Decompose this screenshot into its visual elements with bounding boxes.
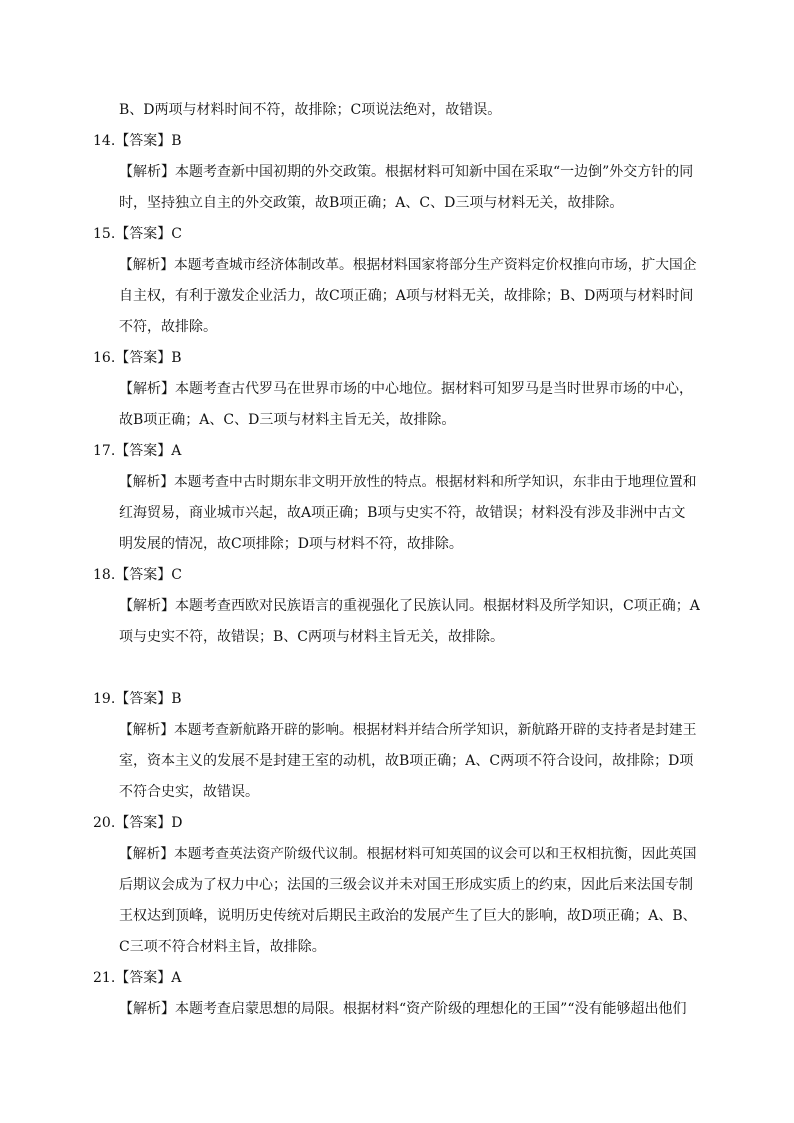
answer-heading-15: 15.【答案】C	[93, 226, 182, 242]
explanation-line: 【解析】本题考查城市经济体制改革。根据材料国家将部分生产资料定价权推向市场，扩大国企	[119, 257, 697, 273]
explanation-line: 王权达到顶峰，说明历史传统对后期民主政治的发展产生了巨大的影响，故D项正确；A、B、	[119, 908, 697, 924]
answer-heading-18: 18.【答案】C	[93, 567, 182, 583]
explanation-line: 不符合史实，故错误。	[119, 784, 259, 800]
explanation-line: 【解析】本题考查新航路开辟的影响。根据材料并结合所学知识，新航路开辟的支持者是封建王	[119, 722, 697, 738]
answer-heading-17: 17.【答案】A	[93, 443, 182, 459]
explanation-line: 室，资本主义的发展不是封建王室的动机，故B项正确；A、C两项不符合设问，故排除；D项	[119, 753, 694, 769]
explanation-line: 不符，故排除。	[119, 319, 217, 335]
answer-heading-16: 16.【答案】B	[93, 350, 182, 366]
explanation-line: 故B项正确；A、C、D三项与材料主旨无关，故排除。	[119, 412, 456, 428]
explanation-line: 【解析】本题考查英法资产阶级代议制。根据材料可知英国的议会可以和王权相抗衡，因此英国	[119, 846, 697, 862]
explanation-line: 时，坚持独立自主的外交政策，故B项正确；A、C、D三项与材料无关，故排除。	[119, 195, 624, 211]
explanation-line: C三项不符合材料主旨，故排除。	[119, 939, 326, 955]
explanation-line: 【解析】本题考查古代罗马在世界市场的中心地位。据材料可知罗马是当时世界市场的中心，	[119, 381, 693, 397]
explanation-line: 【解析】本题考查新中国初期的外交政策。根据材料可知新中国在采取“一边倒”外交方针的同	[119, 164, 694, 180]
answer-heading-14: 14.【答案】B	[93, 133, 182, 149]
answer-heading-19: 19.【答案】B	[93, 691, 182, 707]
text-line: B、D两项与材料时间不符，故排除；C项说法绝对，故错误。	[119, 102, 502, 118]
explanation-line: 项与史实不符，故错误；B、C两项与材料主旨无关，故排除。	[119, 629, 504, 645]
explanation-line: 【解析】本题考查启蒙思想的局限。根据材料“资产阶级的理想化的王国”“没有能够超出他们	[119, 1001, 687, 1017]
explanation-line: 【解析】本题考查中古时期东非文明开放性的特点。根据材料和所学知识，东非由于地理位置和	[119, 474, 697, 490]
answer-heading-20: 20.【答案】D	[93, 815, 183, 831]
explanation-line: 【解析】本题考查西欧对民族语言的重视强化了民族认同。根据材料及所学知识，C项正确；A	[119, 598, 700, 614]
explanation-line: 自主权，有利于激发企业活力，故C项正确；A项与材料无关，故排除；B、D两项与材料时间	[119, 288, 694, 304]
explanation-line: 后期议会成为了权力中心；法国的三级会议并未对国王形成实质上的约束，因此后来法国专制	[119, 877, 693, 893]
explanation-line: 红海贸易，商业城市兴起，故A项正确；B项与史实不符，故错误；材料没有涉及非洲中古文	[119, 505, 686, 521]
explanation-line: 明发展的情况，故C项排除；D项与材料不符，故排除。	[119, 536, 463, 552]
answer-heading-21: 21.【答案】A	[93, 970, 182, 986]
